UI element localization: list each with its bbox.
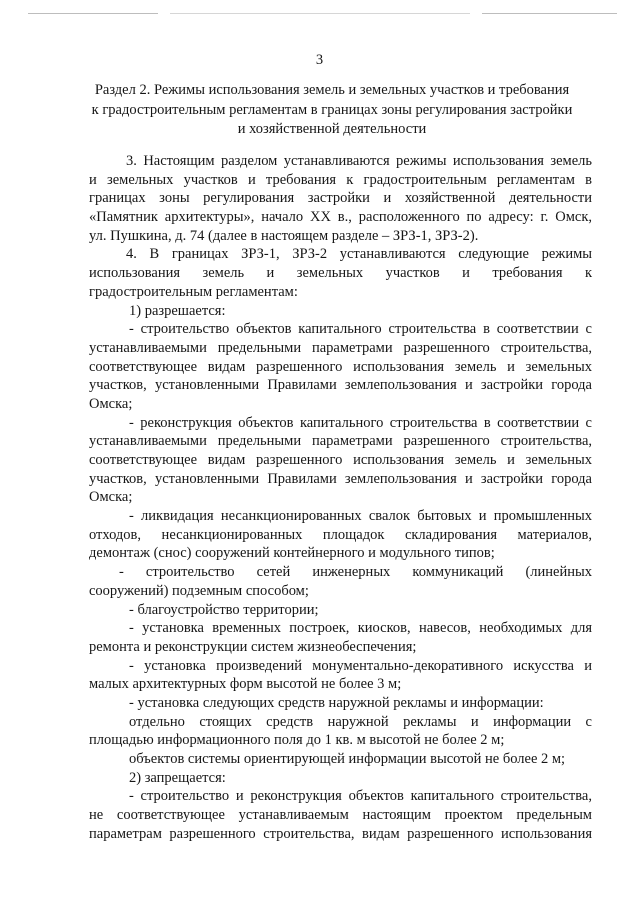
allowed-item-4-line: сооружений) подземным способом; xyxy=(89,582,309,599)
scan-edge-line-center xyxy=(170,13,470,14)
allowed-item-4-line: - строительство сетей инженерных коммуникаций (линейных xyxy=(119,564,592,581)
allowed-item-8a-line: площадью информационного поля до 1 кв. м высотой не более 2 м; xyxy=(89,732,505,749)
allowed-item-6-line: - установка временных построек, киосков, навесов, необходимых для xyxy=(129,620,592,637)
allowed-item-3-line: - ликвидация несанкционированных свалок бытовых и промышленных xyxy=(129,508,592,525)
paragraph-4-line: градостроительным регламентам: xyxy=(89,283,298,300)
paragraph-3-line: границах зоны регулирования застройки и хозяйственной деятельности xyxy=(89,190,592,207)
heading-line: Раздел 2. Режимы использования земель и земельных участков и требования xyxy=(94,82,570,98)
heading-line: к градостроительным регламентам в границах зоны регулирования застройки xyxy=(91,101,573,118)
allowed-item-2-line: устанавливаемыми предельными параметрами разрешенного строительства, xyxy=(89,433,592,450)
allowed-item-7-line: - установка произведений монументально-декоративного искусства и xyxy=(129,657,592,674)
allowed-item-1-line: соответствующее видам разрешенного использования земель и земельных xyxy=(89,358,592,375)
scan-edge-line-right xyxy=(482,13,617,14)
allowed-item-1-line: устанавливаемыми предельными параметрами разрешенного строительства, xyxy=(89,339,592,356)
paragraph-4-line: использования земель и земельных участков и требования к xyxy=(89,265,592,282)
allowed-item-5: - благоустройство территории; xyxy=(129,601,319,618)
paragraph-3-line: «Памятник архитектуры», начало XX в., расположенного по адресу: г. Омск, xyxy=(89,209,592,226)
allowed-item-8b: объектов системы ориентирующей информации высотой не более 2 м; xyxy=(129,751,566,767)
allowed-item-1-line: Омска; xyxy=(89,395,133,412)
paragraph-3-line: и земельных участков и требования к градостроительным регламентам в xyxy=(89,171,592,188)
allowed-item-1-line: участков, установленными Правилами землепользования и застройки города xyxy=(89,377,592,394)
heading-line: и хозяйственной деятельности xyxy=(237,121,427,137)
page-number: 3 xyxy=(315,52,324,68)
prohibited-heading: 2) запрещается: xyxy=(129,769,226,786)
allowed-item-6-line: ремонта и реконструкции систем жизнеобеспечения; xyxy=(89,638,417,655)
allowed-item-7-line: малых архитектурных форм высотой не более 3 м; xyxy=(89,676,402,693)
paragraph-3-line: ул. Пушкина, д. 74 (далее в настоящем разделе – ЗРЗ-1, ЗРЗ-2). xyxy=(89,227,479,244)
prohibited-item-1-line: параметрам разрешенного строительства, видам разрешенного использования xyxy=(89,825,592,842)
prohibited-item-1-line: - строительство и реконструкция объектов капитального строительства, xyxy=(129,788,592,805)
allowed-item-1-line: - строительство объектов капитального строительства в соответствии с xyxy=(129,321,592,338)
allowed-item-2-line: соответствующее видам разрешенного использования земель и земельных xyxy=(89,452,592,468)
paragraph-3-line: 3. Настоящим разделом устанавливаются режимы использования земель xyxy=(126,153,592,169)
allowed-item-2-line: участков, установленными Правилами землепользования и застройки города xyxy=(89,470,592,487)
allowed-item-8: - установка следующих средств наружной рекламы и информации: xyxy=(129,694,544,711)
document-body xyxy=(89,152,592,843)
prohibited-item-1-line: не соответствующее устанавливаемым настоящим проектом предельным xyxy=(89,807,592,824)
allowed-item-8a-line: отдельно стоящих средств наружной рекламы и информации с xyxy=(129,713,592,730)
section-heading xyxy=(82,81,582,140)
allowed-heading: 1) разрешается: xyxy=(129,302,226,319)
allowed-item-3-line: демонтаж (снос) сооружений контейнерного и модульного типов; xyxy=(89,545,495,562)
scan-edge-line-left xyxy=(28,13,158,14)
allowed-item-3-line: отходов, несанкционированных площадок складирования материалов, xyxy=(89,526,592,543)
allowed-item-2-line: - реконструкция объектов капитального строительства в соответствии с xyxy=(129,414,592,431)
allowed-item-2-line: Омска; xyxy=(89,489,133,506)
paragraph-4-line: 4. В границах ЗРЗ-1, ЗРЗ-2 устанавливаются следующие режимы xyxy=(126,246,592,263)
